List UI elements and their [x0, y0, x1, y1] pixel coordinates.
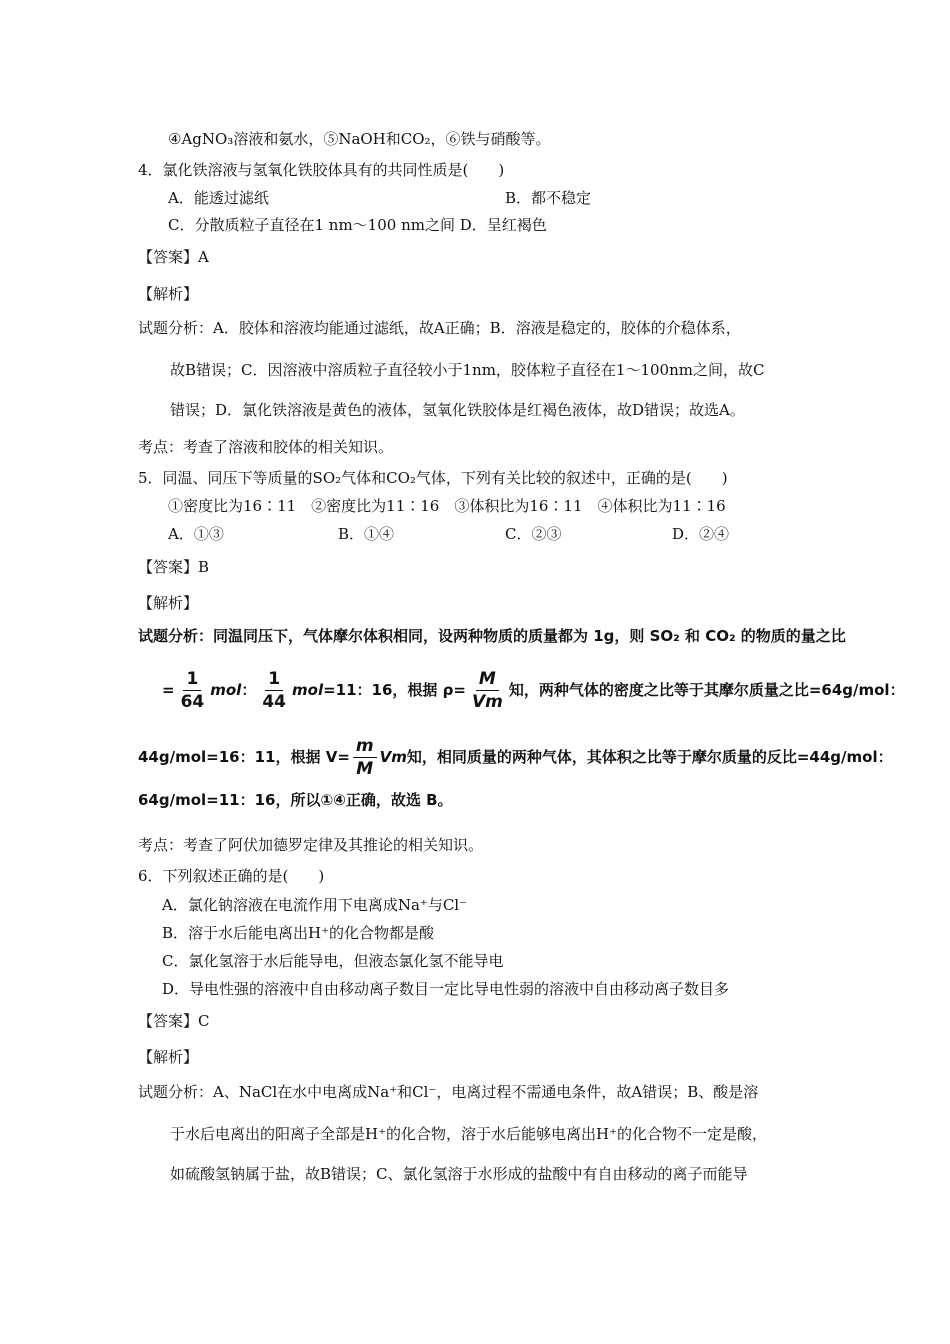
q5-statements: ①密度比为16∶11 ②密度比为11∶16 ③体积比为16∶11 ④体积比为11∶16	[168, 497, 726, 515]
mol-unit: mol	[210, 681, 242, 699]
q4-analysis-line-1: 试题分析：A．胶体和溶液均能通过滤纸，故A正确；B．溶液是稳定的，胶体的介稳体系，	[138, 319, 741, 337]
density-text: 知，两种气体的密度之比等于其摩尔质量之比=64g/mol：	[508, 681, 905, 699]
q5-key-point: 考点：考查了阿伏加德罗定律及其推论的相关知识。	[138, 836, 484, 854]
question-4: 4．氯化铁溶液与氢氧化铁胶体具有的共同性质是( )	[138, 161, 505, 179]
question-5: 5．同温、同压下等质量的SO₂气体和CO₂气体，下列有关比较的叙述中，正确的是( )	[138, 469, 728, 487]
fraction-1-44	[259, 669, 289, 712]
q5-analysis-line-4: 64g/mol=11：16，所以①④正确，故选 B。	[138, 791, 453, 809]
fraction-denominator: M	[356, 759, 374, 779]
q5-analysis-line-3	[138, 735, 893, 779]
q6-option-b: B．溶于水后能电离出H⁺的化合物都是酸	[162, 924, 435, 942]
volume-text-2: 知，相同质量的两种气体，其体积之比等于摩尔质量的反比=44g/mol：	[406, 748, 893, 766]
volume-text-1: 44g/mol=16：11，根据 V=	[138, 748, 350, 766]
q5-answer: 【答案】B	[138, 558, 210, 576]
ratio-colon: ：	[241, 681, 257, 699]
fraction-numerator: m	[353, 736, 377, 758]
fraction-numerator: 1	[265, 669, 283, 691]
q6-analysis-line-1: 试题分析：A、NaCl在水中电离成Na⁺和Cl⁻，电离过程不需通电条件，故A错误；B、酸是溶	[138, 1083, 759, 1101]
q6-analysis-line-3: 如硫酸氢钠属于盐，故B错误；C、氯化氢溶于水形成的盐酸中有自由移动的离子而能导	[170, 1165, 748, 1183]
q6-answer: 【答案】C	[138, 1012, 210, 1030]
q4-option-b: B．都不稳定	[505, 189, 592, 207]
q4-option-cd: C．分散质粒子直径在1 nm～100 nm之间 D．呈红褐色	[168, 216, 547, 234]
q5-option-b: B．①④	[338, 525, 395, 543]
q4-analysis-line-3: 错误；D．氯化铁溶液是黄色的液体，氢氧化铁胶体是红褐色液体，故D错误；故选A。	[170, 401, 745, 419]
line-reaction-list: ④AgNO₃溶液和氨水，⑤NaOH和CO₂，⑥铁与硝酸等。	[168, 130, 551, 148]
fraction-1-64	[178, 669, 208, 712]
q6-option-c: C．氯化氢溶于水后能导电，但液态氯化氢不能导电	[162, 952, 504, 970]
q4-answer: 【答案】A	[138, 248, 209, 266]
equals-sign: =	[162, 681, 175, 699]
fraction-denominator: Vm	[471, 692, 503, 712]
q5-analysis-heading: 【解析】	[138, 594, 199, 612]
q4-analysis-line-2: 故B错误；C．因溶液中溶质粒子直径较小于1nm，胶体粒子直径在1～100nm之间，故C	[170, 361, 765, 379]
q6-analysis-line-2: 于水后电离出的阳离子全部是H⁺的化合物，溶于水后能够电离出H⁺的化合物不一定是酸，	[170, 1125, 768, 1143]
mol-unit: mol	[292, 681, 324, 699]
fraction-m-M	[353, 736, 377, 779]
fraction-numerator: 1	[183, 669, 201, 691]
q5-analysis-line-1: 试题分析：同温同压下，气体摩尔体积相同，设两种物质的质量都为 1g，则 SO₂ 和 CO₂ 的物质的量之比	[138, 627, 846, 645]
q5-option-a: A．①③	[168, 525, 224, 543]
molar-volume-symbol: Vm	[379, 748, 407, 766]
q5-option-d: D．②④	[672, 525, 730, 543]
q4-option-a: A．能透过滤纸	[168, 189, 269, 207]
q6-option-a: A．氯化钠溶液在电流作用下电离成Na⁺与Cl⁻	[162, 896, 468, 914]
fraction-M-Vm	[469, 669, 506, 712]
ratio-text: =11：16，根据 ρ=	[323, 681, 466, 699]
fraction-denominator: 44	[262, 692, 287, 712]
q5-option-c: C．②③	[505, 525, 562, 543]
q6-analysis-heading: 【解析】	[138, 1048, 199, 1066]
q6-option-d: D．导电性强的溶液中自由移动离子数目一定比导电性弱的溶液中自由移动离子数目多	[162, 980, 730, 998]
q4-key-point: 考点：考查了溶液和胶体的相关知识。	[138, 438, 394, 456]
fraction-numerator: M	[476, 669, 499, 691]
question-6: 6．下列叙述正确的是( )	[138, 867, 325, 885]
fraction-denominator: 64	[180, 692, 205, 712]
q4-analysis-heading: 【解析】	[138, 285, 199, 303]
q5-analysis-line-2	[162, 668, 905, 712]
